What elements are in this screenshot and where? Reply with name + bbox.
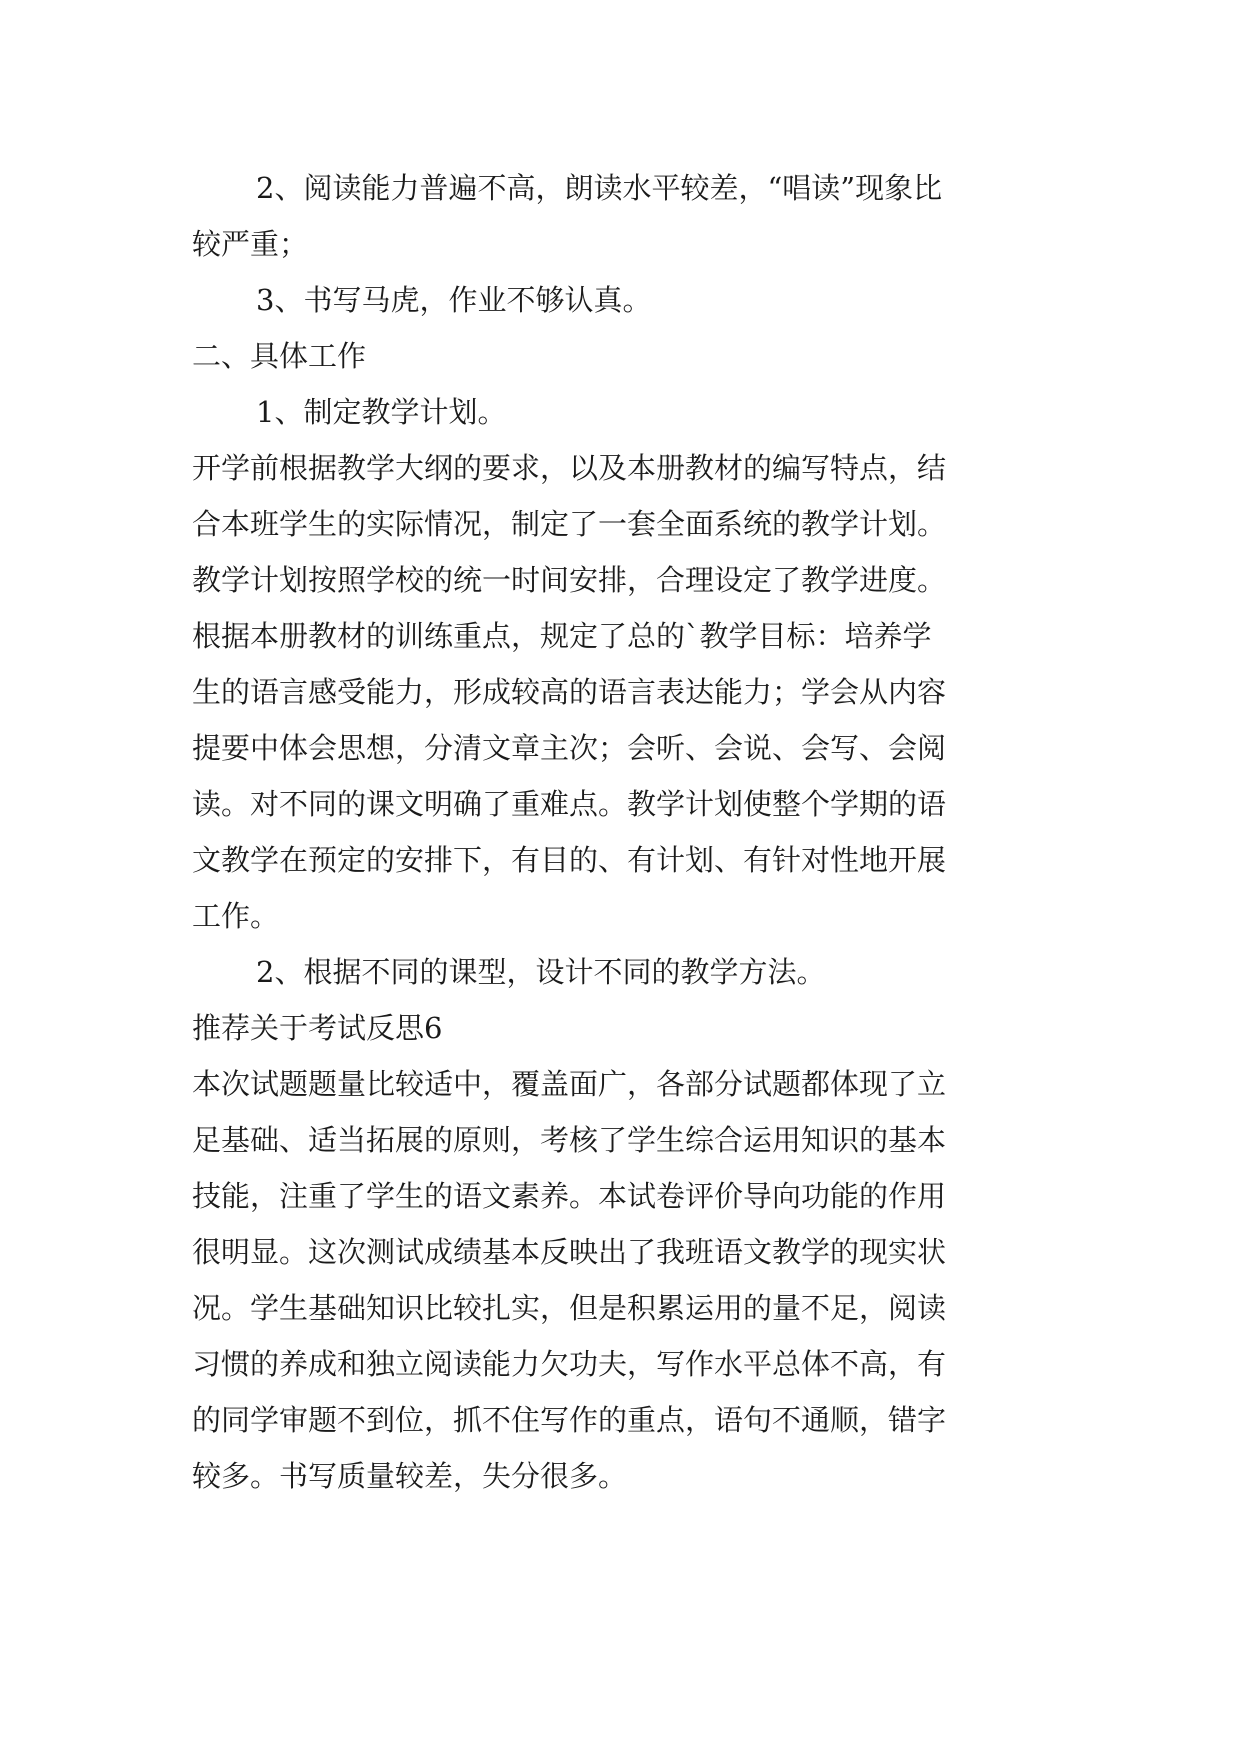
text-line: 开学前根据教学大纲的要求，以及本册教材的编写特点，结 — [192, 451, 947, 485]
text-line: 足基础、适当拓展的原则，考核了学生综合运用知识的基本 — [192, 1123, 947, 1157]
text-line: 读。对不同的课文明确了重难点。教学计划使整个学期的语 — [192, 787, 947, 821]
text-line: 况。学生基础知识比较扎实，但是积累运用的量不足，阅读 — [192, 1291, 947, 1325]
text-line: 很明显。这次测试成绩基本反映出了我班语文教学的现实状 — [192, 1235, 947, 1269]
text-line: 根据本册教材的训练重点，规定了总的`教学目标：培养学 — [192, 619, 932, 653]
subsection-heading: 1、制定教学计划。 — [256, 395, 507, 429]
text-line: 的同学审题不到位，抓不住写作的重点，语句不通顺，错字 — [192, 1403, 947, 1437]
text-line: 工作。 — [192, 899, 280, 933]
text-line: 3、书写马虎，作业不够认真。 — [256, 283, 652, 317]
text-line: 教学计划按照学校的统一时间安排，合理设定了教学进度。 — [192, 563, 947, 597]
text-line: 合本班学生的实际情况，制定了一套全面系统的教学计划。 — [192, 507, 947, 541]
text-line: 习惯的养成和独立阅读能力欠功夫，写作水平总体不高，有 — [192, 1347, 947, 1381]
text-line: 本次试题题量比较适中，覆盖面广，各部分试题都体现了立 — [192, 1067, 947, 1101]
text-line: 2、阅读能力普遍不高，朗读水平较差，“唱读”现象比 — [256, 171, 943, 205]
text-line: 较多。书写质量较差，失分很多。 — [192, 1459, 628, 1493]
text-line: 文教学在预定的安排下，有目的、有计划、有针对性地开展 — [192, 843, 947, 877]
text-line: 提要中体会思想，分清文章主次；会听、会说、会写、会阅 — [192, 731, 947, 765]
text-line: 较严重； — [192, 227, 309, 261]
text-line: 技能，注重了学生的语文素养。本试卷评价导向功能的作用 — [192, 1179, 947, 1213]
section-title: 推荐关于考试反思6 — [192, 1011, 443, 1045]
text-line: 生的语言感受能力，形成较高的语言表达能力；学会从内容 — [192, 675, 947, 709]
subsection-heading: 2、根据不同的课型，设计不同的教学方法。 — [256, 955, 826, 989]
section-heading: 二、具体工作 — [192, 339, 367, 373]
